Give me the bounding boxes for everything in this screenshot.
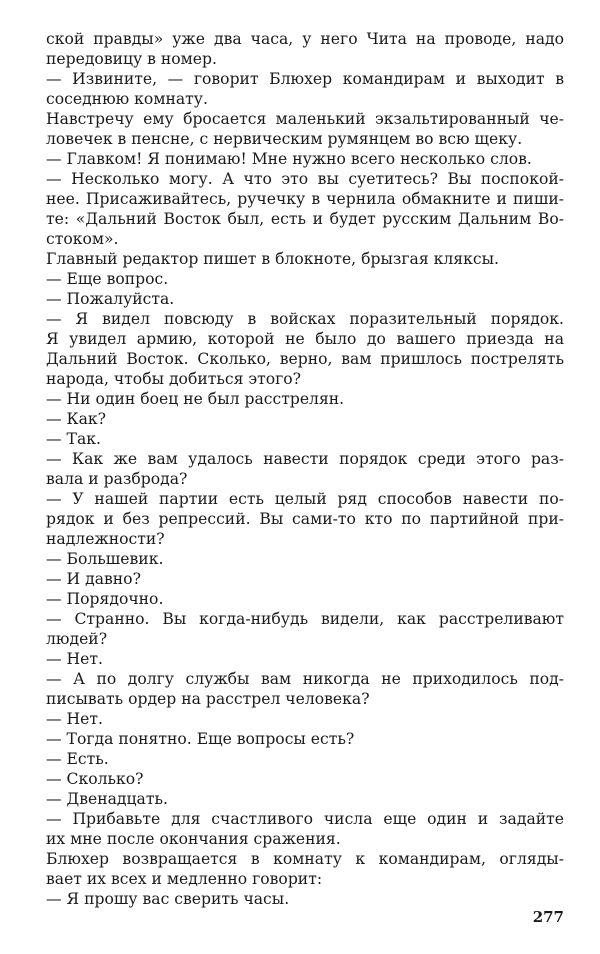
text-line: вает их всех и медленно говорит: xyxy=(46,870,323,888)
text-line: людей? xyxy=(46,630,108,648)
text-line: — Так. xyxy=(46,430,101,448)
text-line: — Прибавьте для счастливого числа еще один и задайте xyxy=(46,810,564,828)
text-line: — Порядочно. xyxy=(46,590,164,608)
text-line: нее. Присаживайтесь, ручечку в чернила обмакните и пиши- xyxy=(46,190,564,208)
text-line: — Еще вопрос. xyxy=(46,270,169,288)
text-line: передовицу в номер. xyxy=(46,50,217,68)
text-line: — Пожалуйста. xyxy=(46,290,175,308)
text-line: — Я видел повсюду в войсках поразительный порядок. xyxy=(46,310,564,328)
text-line: Навстречу ему бросается маленький экзальтированный че- xyxy=(46,110,564,128)
text-line: рядок и без репрессий. Вы сами-то кто по партийной при- xyxy=(46,510,564,528)
text-line: — Я прошу вас сверить часы. xyxy=(46,890,290,908)
text-line: — Сколько? xyxy=(46,770,144,788)
text-line: вала и разброда? xyxy=(46,470,188,488)
text-line: — Двенадцать. xyxy=(46,790,168,808)
text-line: — У нашей партии есть целый ряд способов навести по- xyxy=(46,490,564,508)
text-line: писывать ордер на расстрел человека? xyxy=(46,690,370,708)
text-line: — Как? xyxy=(46,410,107,428)
text-line: — Странно. Вы когда-нибудь видели, как расстреливают xyxy=(46,610,564,628)
text-line: — Как же вам удалось навести порядок среди этого раз- xyxy=(46,450,564,468)
text-line: — Извините, — говорит Блюхер командирам и выходит в xyxy=(46,70,564,88)
text-line: ловечек в пенсне, с нервическим румянцем во всю щеку. xyxy=(46,130,523,148)
text-line: надлежности? xyxy=(46,530,165,548)
text-line: соседнюю комнату. xyxy=(46,90,208,108)
text-line: Я увидел армию, которой не было до вашего приезда на xyxy=(46,330,564,348)
text-line: — Тогда понятно. Еще вопросы есть? xyxy=(46,730,355,748)
text-line: народа, чтобы добиться этого? xyxy=(46,370,302,388)
text-line: их мне после окончания сражения. xyxy=(46,830,341,848)
text-line: Главный редактор пишет в блокноте, брызгая кляксы. xyxy=(46,250,499,268)
text-line: те: «Дальний Восток был, есть и будет русским Дальним Во- xyxy=(46,210,564,228)
text-line: Дальний Восток. Сколько, верно, вам пришлось пострелять xyxy=(46,350,564,368)
text-line: — Есть. xyxy=(46,750,109,768)
text-line: Блюхер возвращается в комнату к командирам, огляды- xyxy=(46,850,564,868)
text-line: — Ни один боец не был расстрелян. xyxy=(46,390,345,408)
text-line: ской правды» уже два часа, у него Чита на проводе, надо xyxy=(46,30,564,48)
text-line: стоком». xyxy=(46,230,119,248)
text-line: — Нет. xyxy=(46,710,103,728)
text-line: — Несколько могу. А что это вы суетитесь? Вы поспокой- xyxy=(46,170,564,188)
text-line: — Нет. xyxy=(46,650,103,668)
text-line: — Главком! Я понимаю! Мне нужно всего несколько слов. xyxy=(46,150,532,168)
text-line: — И давно? xyxy=(46,570,141,588)
page-number: 277 xyxy=(532,908,564,926)
text-line: — А по долгу службы вам никогда не приходилось под- xyxy=(46,670,564,688)
text-line: — Большевик. xyxy=(46,550,164,568)
